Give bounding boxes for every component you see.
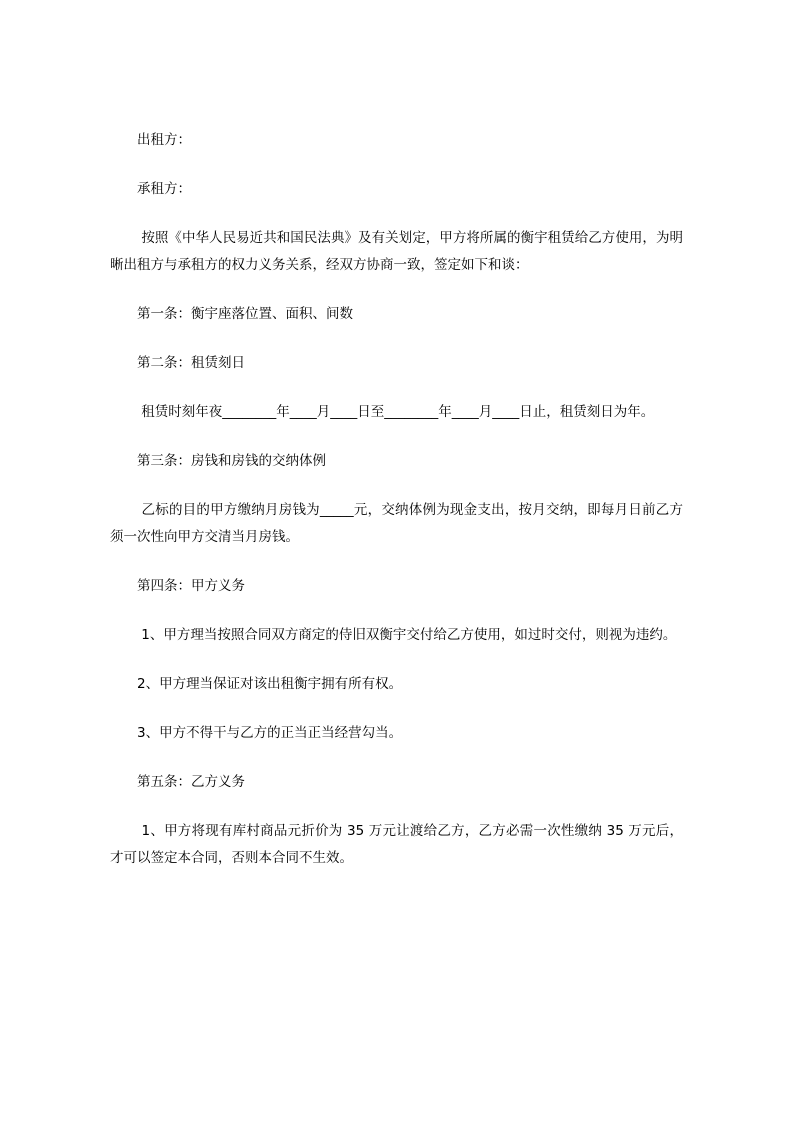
rent-payment-paragraph: 乙标的目的甲方缴纳月房钱为_____元，交纳体例为现金支出，按月交纳，即每月日前乙方须一次性向甲方交清当月房钱。 xyxy=(110,502,683,545)
article-3-heading: 第三条：房钱和房钱的交纳体例 xyxy=(137,453,326,469)
lessee-line: 承租方： xyxy=(137,181,191,197)
lease-term-paragraph: 租赁时刻年夜________年____月____日至________年____月____日止，租赁刻日为年。 xyxy=(137,404,655,420)
lessor-line: 出租方： xyxy=(137,132,191,148)
party-a-duty-3: 3、甲方不得干与乙方的正当正当经营勾当。 xyxy=(137,725,403,741)
article-4-heading: 第四条：甲方义务 xyxy=(137,578,245,594)
preamble-paragraph: 按照《中华人民易近共和国民法典》及有关划定，甲方将所属的衡宇租赁给乙方使用，为明晰出租方与承租方的权力义务关系，经双方协商一致，签定如下和谈： xyxy=(110,230,684,273)
party-a-duty-1: 1、甲方理当按照合同双方商定的侍旧双衡宇交付给乙方使用，如过时交付，则视为违约。 xyxy=(137,627,677,643)
party-a-duty-2: 2、甲方理当保证对该出租衡宇拥有所有权。 xyxy=(137,676,403,692)
article-5-heading: 第五条：乙方义务 xyxy=(137,774,245,790)
article-1-heading: 第一条：衡宇座落位置、面积、间数 xyxy=(137,306,353,322)
party-b-duty-1: 1、甲方将现有库村商品元折价为 35 万元让渡给乙方，乙方必需一次性缴纳 35 万元后，才可以签定本合同，否则本合同不生效。 xyxy=(110,823,683,866)
article-2-heading: 第二条：租赁刻日 xyxy=(137,355,245,371)
